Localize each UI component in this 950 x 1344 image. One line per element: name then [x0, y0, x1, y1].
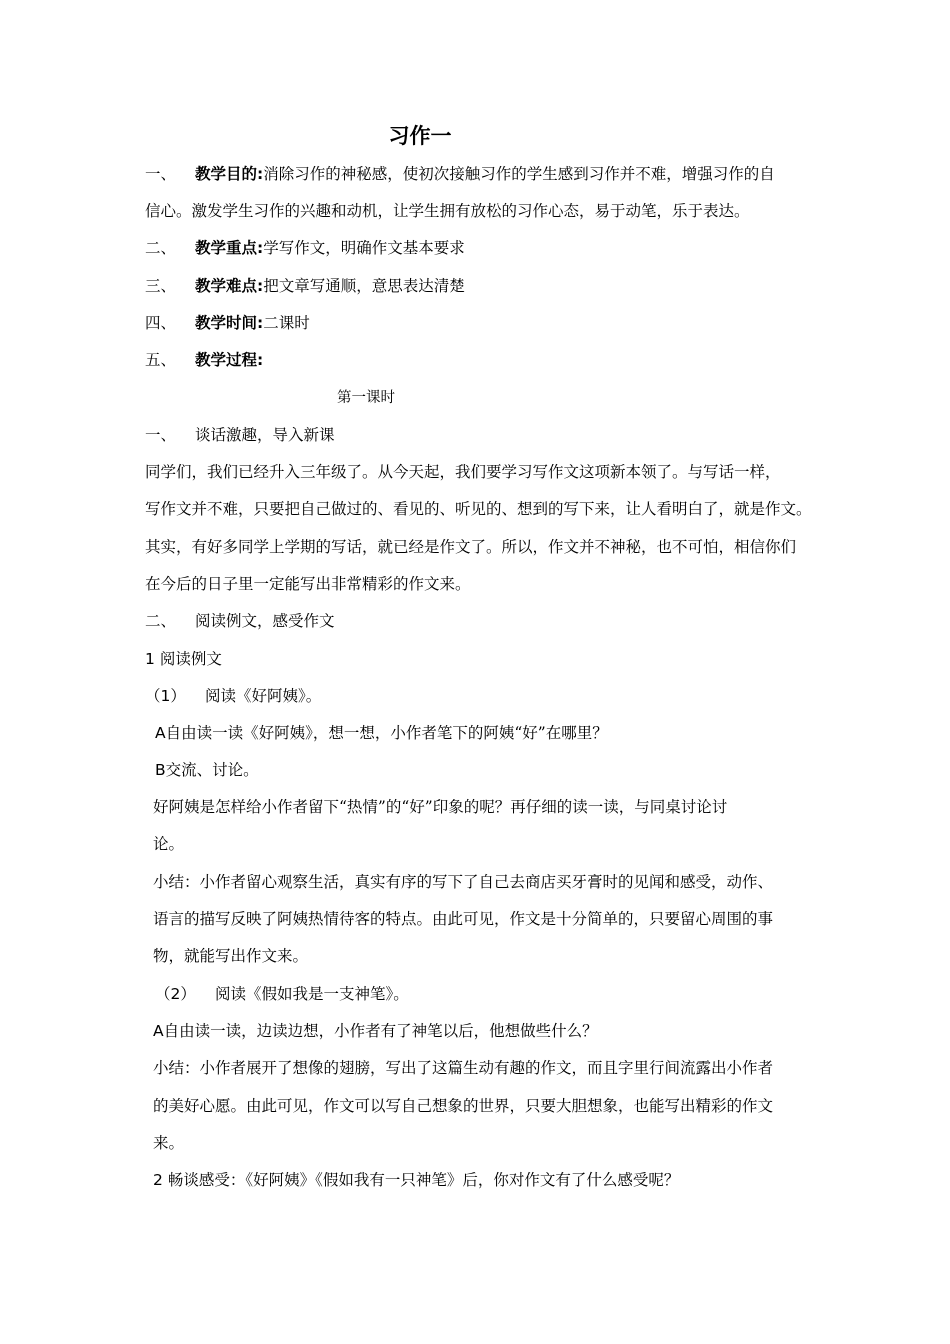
- objectives-text-cont: 信心。激发学生习作的兴趣和动机，让学生拥有放松的习作心态，易于动笔，乐于表达。: [145, 202, 750, 220]
- time-label: 教学时间:: [195, 314, 264, 332]
- paragraph-line: 论。: [153, 835, 185, 853]
- objectives-heading: [145, 163, 775, 185]
- objectives-text: 消除习作的神秘感，使初次接触习作的学生感到习作并不难，增强习作的自: [263, 165, 775, 183]
- process-label: 教学过程:: [195, 351, 264, 369]
- objectives-label: 教学目的:: [195, 165, 264, 183]
- item-number: 一、: [145, 426, 177, 444]
- question-text: 自由读一读《好阿姨》，想一想，小作者笔下的阿姨“好”在哪里？: [165, 724, 608, 742]
- subheading: [153, 1169, 679, 1191]
- time-heading: [145, 312, 310, 334]
- page-title: 习作一: [388, 123, 452, 148]
- item-number: 二、: [145, 239, 177, 257]
- paragraph-line: 物，就能写出作文来。: [153, 947, 309, 965]
- paragraph-line: 写作文并不难，只要把自己做过的、看见的、听见的、想到的写下来，让人看明白了，就是作文。: [145, 500, 812, 518]
- paragraph-line: 小结：小作者展开了想像的翅膀，写出了这篇生动有趣的作文，而且字里行间流露出小作者: [153, 1059, 774, 1077]
- subheading-text: 畅谈感受：《好阿姨》《假如我有一只神笔》后，你对作文有了什么感受呢？: [167, 1171, 680, 1189]
- question-text: 自由读一读，边读边想，小作者有了神笔以后，他想做些什么？: [163, 1022, 598, 1040]
- paragraph-line: 同学们，我们已经升入三年级了。从今天起，我们要学习写作文这项新本领了。与写话一样，: [145, 463, 781, 481]
- difficulty-label: 教学难点:: [195, 277, 264, 295]
- time-text: 二课时: [263, 314, 310, 332]
- question-line: [155, 759, 259, 781]
- question-text: 交流、讨论。: [165, 761, 259, 779]
- item-letter: B: [155, 761, 166, 779]
- paragraph-line: 来。: [153, 1134, 185, 1152]
- item-number: 二、: [145, 612, 177, 630]
- part-text: 阅读《假如我是一支神笔》。: [215, 985, 409, 1003]
- part-heading: [155, 983, 409, 1005]
- item-letter: A: [153, 1022, 164, 1040]
- step-heading: [145, 424, 335, 446]
- focus-label: 教学重点:: [195, 239, 264, 257]
- lesson-heading: 第一课时: [337, 390, 395, 406]
- process-heading: [145, 349, 263, 371]
- step-text: 谈话激趣，导入新课: [195, 426, 335, 444]
- paragraph-line: 其实，有好多同学上学期的写话，就已经是作文了。所以，作文并不神秘，也不可怕，相信你们: [145, 538, 797, 556]
- item-number: 四、: [145, 314, 177, 332]
- focus-heading: [145, 237, 465, 259]
- paragraph-line: 小结：小作者留心观察生活，真实有序的写下了自己去商店买牙膏时的见闻和感受，动作、: [153, 873, 774, 891]
- paragraph-line: 语言的描写反映了阿姨热情待客的特点。由此可见，作文是十分简单的，只要留心周围的事: [153, 910, 774, 928]
- item-number: 1: [145, 650, 155, 668]
- item-number: 2: [153, 1171, 163, 1189]
- difficulty-text: 把文章写通顺，意思表达清楚: [263, 277, 465, 295]
- item-letter: A: [155, 724, 166, 742]
- paragraph-line: 的美好心愿。由此可见，作文可以写自己想象的世界，只要大胆想象，也能写出精彩的作文: [153, 1097, 774, 1115]
- difficulty-heading: [145, 275, 465, 297]
- part-text: 阅读《好阿姨》。: [205, 687, 322, 705]
- subheading-text: 阅读例文: [159, 650, 222, 668]
- part-heading: [145, 685, 321, 707]
- paragraph-line: 在今后的日子里一定能写出非常精彩的作文来。: [145, 575, 471, 593]
- paragraph-line: 好阿姨是怎样给小作者留下“热情”的“好”印象的呢？再仔细的读一读，与同桌讨论讨: [153, 798, 728, 816]
- question-line: [155, 722, 608, 744]
- focus-text: 学写作文，明确作文基本要求: [263, 239, 465, 257]
- step-heading: [145, 610, 335, 632]
- item-number: 三、: [145, 277, 177, 295]
- item-number: （1）: [145, 687, 186, 705]
- question-line: [153, 1020, 598, 1042]
- step-text: 阅读例文，感受作文: [195, 612, 335, 630]
- item-number: 五、: [145, 351, 177, 369]
- subheading: [145, 648, 222, 670]
- item-number: （2）: [155, 985, 196, 1003]
- item-number: 一、: [145, 165, 177, 183]
